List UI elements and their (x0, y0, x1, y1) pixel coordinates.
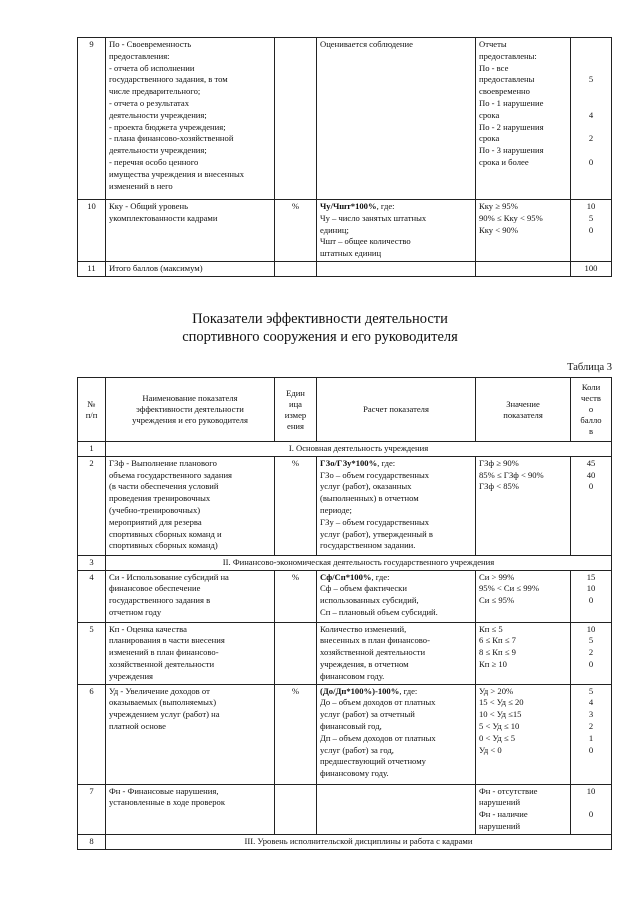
value-cell: Уд > 20% 15 < Уд ≤ 20 10 < Уд ≤15 5 < Уд ≤ 10 0 < Уд ≤ 5 Уд < 0 (476, 684, 571, 784)
value-cell: ГЗф ≥ 90% 85% ≤ ГЗф < 90% ГЗф < 85% (476, 456, 571, 555)
header-name: Наименование показателя эффективности деятельности учреждения и его руководителя (106, 378, 275, 442)
indicator-name: Кку - Общий уровень укомплектованности кадрами (106, 200, 275, 262)
unit-cell (275, 622, 317, 684)
section-title: II. Финансово-экономическая деятельность государственного учреждения (106, 555, 612, 570)
points-cell: 10 0 (571, 784, 612, 834)
header-points: Коли честв о балло в (571, 378, 612, 442)
section-heading-line-2: спортивного сооружения и его руководителя (182, 329, 458, 345)
indicator-name: Фн - Финансовые нарушения, установленные в ходе проверок (106, 784, 275, 834)
unit-cell: % (275, 456, 317, 555)
section-title: III. Уровень исполнительской дисциплины и работа с кадрами (106, 834, 612, 849)
row-number: 1 (78, 442, 106, 457)
calculation-cell: Оценивается соблюдение (317, 38, 476, 200)
indicator-name: Кп - Оценка качества планирования в части внесения изменений в план финансово- хозяйственной деятельности учреждения (106, 622, 275, 684)
points-cell: 10 5 2 0 (571, 622, 612, 684)
points-cell: 10 5 0 (571, 200, 612, 262)
row-number: 10 (78, 200, 106, 262)
indicator-name: Си - Использование субсидий на финансовое обеспечение государственного задания в отчетном году (106, 570, 275, 622)
table-header-row (78, 378, 612, 442)
indicator-name: Уд - Увеличение доходов от оказываемых (выполняемых) учреждением услуг (работ) на платной основе (106, 684, 275, 784)
unit-cell (275, 38, 317, 200)
calculation-cell (317, 784, 476, 834)
formula: Чу/Чшт*100% (320, 201, 377, 211)
formula-description: , где: Чу – число занятых штатных единиц; Чшт – общее количество штатных единиц (320, 201, 427, 259)
table-3 (77, 377, 612, 850)
table-row (78, 456, 612, 555)
formula: Сф/Сп*100% (320, 571, 372, 582)
formula-description: , где: ГЗо – объем государственных услуг (работ), оказанных (выполненных) в отчетном периоде; ГЗу – объем государственных услуг (работ), утвержденный в государственном задании. (320, 457, 433, 551)
points-cell: 5 4 3 2 1 0 (571, 684, 612, 784)
formula-description: , где: До – объем доходов от платных услуг (работ) за отчетный финансовый год, Дп – объем доходов от платных услуг (работ) за год, предшествующий отчетному финансовому году. (320, 685, 436, 779)
header-calculation: Расчет показателя (317, 378, 476, 442)
row-number: 4 (78, 570, 106, 622)
calculation-cell (317, 456, 476, 555)
value-cell: Кп ≤ 5 6 ≤ Кп ≤ 7 8 ≤ Кп ≤ 9 Кп ≥ 10 (476, 622, 571, 684)
table-row-total (78, 262, 612, 277)
header-unit: Един ица измер ения (275, 378, 317, 442)
section-title: I. Основная деятельность учреждения (106, 442, 612, 457)
value-cell: Кку ≥ 95% 90% ≤ Кку < 95% Кку < 90% (476, 200, 571, 262)
calculation-cell (317, 200, 476, 262)
points-cell: 15 10 0 (571, 570, 612, 622)
row-number: 2 (78, 456, 106, 555)
section-row (78, 834, 612, 849)
points-cell: 45 40 0 (571, 456, 612, 555)
section-row (78, 442, 612, 457)
unit-cell (275, 784, 317, 834)
total-label: Итого баллов (максимум) (106, 262, 275, 277)
table-row (78, 570, 612, 622)
unit-cell: % (275, 570, 317, 622)
table-row (78, 784, 612, 834)
table-row (78, 38, 612, 200)
header-value: Значение показателя (476, 378, 571, 442)
value-cell: Отчеты предоставлены: По - все предоставлены своевременно По - 1 нарушение срока По - 2 нарушения срока По - 3 нарушения срока и более (476, 38, 571, 200)
indicator-name: По - Своевременность предоставления: - отчета об исполнении государственного задания, в том числе предварительного; - отчета о результатах деятельности учреждения; - проекта бюджета учреждения; - плана финансово-хозяйственной деятельности учреждения; - перечня особо ценного имущества учреждения и внесенных изменений в него (106, 38, 275, 200)
unit-cell: % (275, 684, 317, 784)
row-number: 9 (78, 38, 106, 200)
header-number: № п/п (78, 378, 106, 442)
calculation-cell: Количество изменений, внесенных в план финансово- хозяйственной деятельности учреждения, в отчетном финансовом году. (317, 622, 476, 684)
total-points: 100 (571, 262, 612, 277)
section-row (78, 555, 612, 570)
formula: (До/Дп*100%)-100% (320, 685, 400, 696)
table-row (78, 684, 612, 784)
table-continuation (77, 37, 612, 277)
row-number: 5 (78, 622, 106, 684)
table-row (78, 200, 612, 262)
indicator-name: ГЗф - Выполнение планового объема государственного задания (в части обеспечения условий проведения тренировочных (учебно-тренировочных) мероприятий для резерва спортивных сборных команд и спортивных сборных команд) (106, 456, 275, 555)
row-number: 8 (78, 834, 106, 849)
row-number: 6 (78, 684, 106, 784)
unit-cell: % (275, 200, 317, 262)
points-cell: 5 4 2 0 (571, 38, 612, 200)
calculation-cell (317, 684, 476, 784)
table-row (78, 622, 612, 684)
row-number: 11 (78, 262, 106, 277)
formula: ГЗо/ГЗу*100% (320, 457, 378, 468)
row-number: 3 (78, 555, 106, 570)
formula-description: , где: Сф – объем фактически использованных субсидий, Сп – плановый объем субсидий. (320, 571, 438, 617)
calculation-cell (317, 570, 476, 622)
value-cell: Фн - отсутствие нарушений Фн - наличие нарушений (476, 784, 571, 834)
row-number: 7 (78, 784, 106, 834)
section-heading-line-1: Показатели эффективности деятельности (192, 311, 448, 327)
table-label: Таблица 3 (567, 362, 612, 373)
value-cell: Си > 99% 95% < Си ≤ 99% Си ≤ 95% (476, 570, 571, 622)
